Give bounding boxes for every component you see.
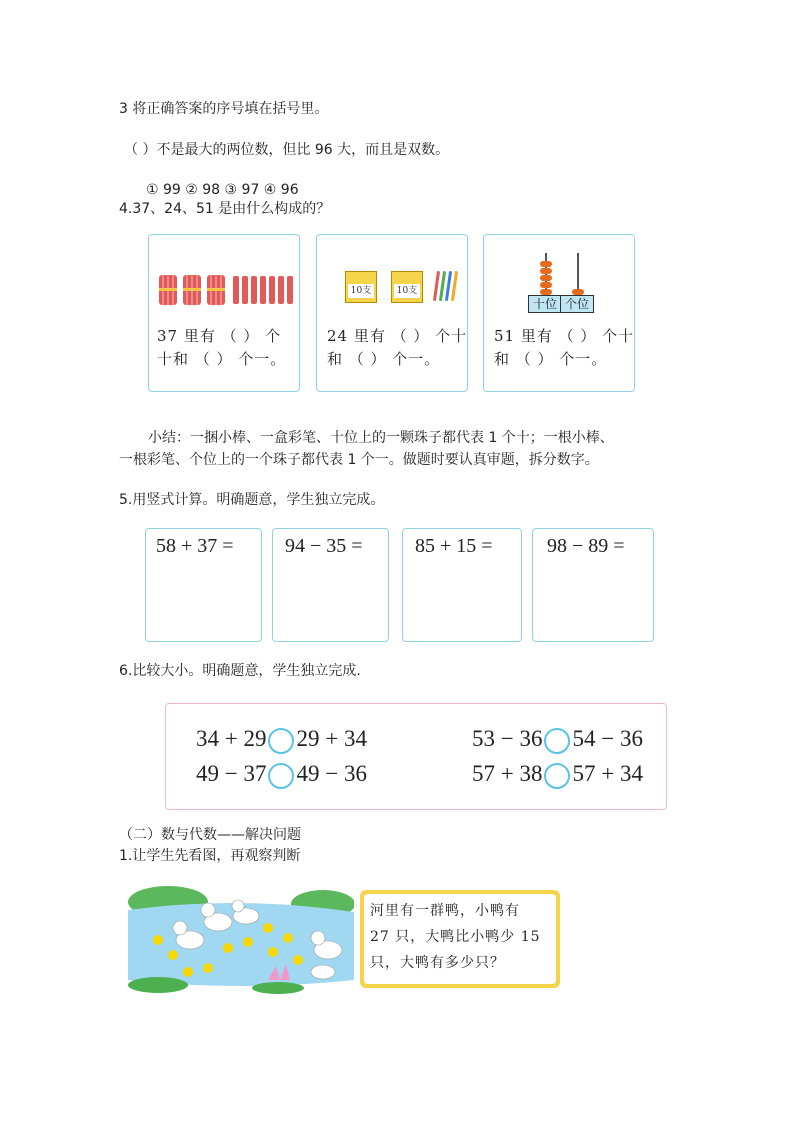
tens-place-label: 十位 [528,295,562,313]
bead-icon [540,261,552,267]
compare-row-2-left [196,761,367,789]
q5-box-4 [532,528,654,642]
pencil-icon [451,271,458,301]
q4-card2-line1: 24 里有 （ ） 个十 [327,327,468,345]
q4-card1-line2: 十和 （ ） 个一。 [157,350,287,368]
duckling-icon [268,947,278,957]
duckling-icon [243,937,253,947]
q5-box-3 [402,528,522,642]
q5-box-2 [272,528,389,642]
summary-line1: 小结：一捆小棒、一盒彩笔、十位上的一颗珠子都代表 1 个十；一根小棒、 [148,430,614,446]
compare-circle[interactable] [544,728,570,754]
abacus-rod-icon [577,253,579,293]
duckling-icon [263,923,273,933]
q5-heading: 5.用竖式计算。明确题意，学生独立完成。 [119,492,385,508]
problem-line3: 只，大鸭有多少只？ [370,955,505,971]
big-duck-icon [232,900,244,912]
compare-expr: 54 − 36 [572,726,643,751]
stick-icon [269,276,275,304]
stick-bundle-icon [207,275,225,305]
duck-pond-illustration [128,880,354,995]
compare-row-1-left [196,726,367,754]
box-label: 10支 [348,284,374,298]
duckling-icon [153,935,163,945]
q5-expr-4: 98 − 89 = [547,535,625,557]
stick-icon [233,276,239,304]
problem-line2: 27 只，大鸭比小鸭少 15 [370,929,541,945]
q5-expr-1: 58 + 37 = [156,535,234,557]
q3-options: ① 99 ② 98 ③ 97 ④ 96 [146,182,299,198]
q6-compare-box [165,703,667,810]
compare-expr: 57 + 38 [472,761,543,786]
bead-icon [540,268,552,274]
stick-bundle-icon [159,275,177,305]
stick-icon [242,276,248,304]
lilypad-icon [128,977,188,993]
compare-circle[interactable] [544,763,570,789]
q4-card2-line2: 和 （ ） 个一。 [327,350,441,368]
ones-place-label: 个位 [560,295,594,313]
section2-heading: （二）数与代数——解决问题 [119,827,301,843]
duckling-icon [203,963,213,973]
stick-icon [287,276,293,304]
bead-icon [540,282,552,288]
q4-card3-line1: 51 里有 （ ） 个十 [494,327,635,345]
duckling-icon [183,967,193,977]
stick-bundle-icon [183,275,201,305]
q5-box-1 [145,528,262,642]
problem-line1: 河里有一群鸭，小鸭有 [370,903,520,919]
duckling-icon [223,943,233,953]
stick-icon [260,276,266,304]
stick-icon [251,276,257,304]
big-duck-icon [201,903,215,917]
compare-expr: 53 − 36 [472,726,543,751]
compare-expr: 57 + 34 [572,761,643,786]
q4-heading: 4.37、24、51 是由什么构成的？ [119,201,331,217]
q4-card-pencils [316,234,468,392]
section2-sub: 1.让学生先看图，再观察判断 [119,848,301,864]
pencil-box-icon [391,271,423,303]
big-duck-icon [311,965,335,979]
big-duck-icon [311,931,325,945]
problem-box-inner [364,894,556,984]
lilypad-icon [252,982,304,994]
compare-expr: 49 − 37 [196,761,267,786]
compare-circle[interactable] [268,763,294,789]
q3-heading: 3 将正确答案的序号填在括号里。 [119,101,329,117]
box-label: 10支 [394,284,420,298]
compare-expr: 29 + 34 [296,726,367,751]
duckling-icon [283,933,293,943]
bead-icon [540,275,552,281]
q4-card3-line2: 和 （ ） 个一。 [494,350,608,368]
q5-expr-3: 85 + 15 = [415,535,493,557]
duckling-icon [168,950,178,960]
duckling-icon [293,955,303,965]
summary-line2: 一根彩笔、个位上的一个珠子都代表 1 个一。做题时要认真审题，拆分数字。 [119,452,599,468]
problem-box [360,890,560,988]
compare-expr: 34 + 29 [196,726,267,751]
compare-row-2-right [472,761,643,789]
stick-icon [278,276,284,304]
q6-heading: 6.比较大小。明确题意，学生独立完成. [119,663,361,679]
q4-card-abacus [483,234,635,392]
q4-card-sticks [148,234,300,392]
q3-question: （ ）不是最大的两位数，但比 96 大，而且是双数。 [124,142,450,158]
compare-expr: 49 − 36 [296,761,367,786]
pencil-box-icon [345,271,377,303]
q5-expr-2: 94 − 35 = [285,535,363,557]
q4-card1-line1: 37 里有 （ ） 个 [157,327,282,345]
big-duck-icon [173,921,187,935]
compare-row-1-right [472,726,643,754]
compare-circle[interactable] [268,728,294,754]
